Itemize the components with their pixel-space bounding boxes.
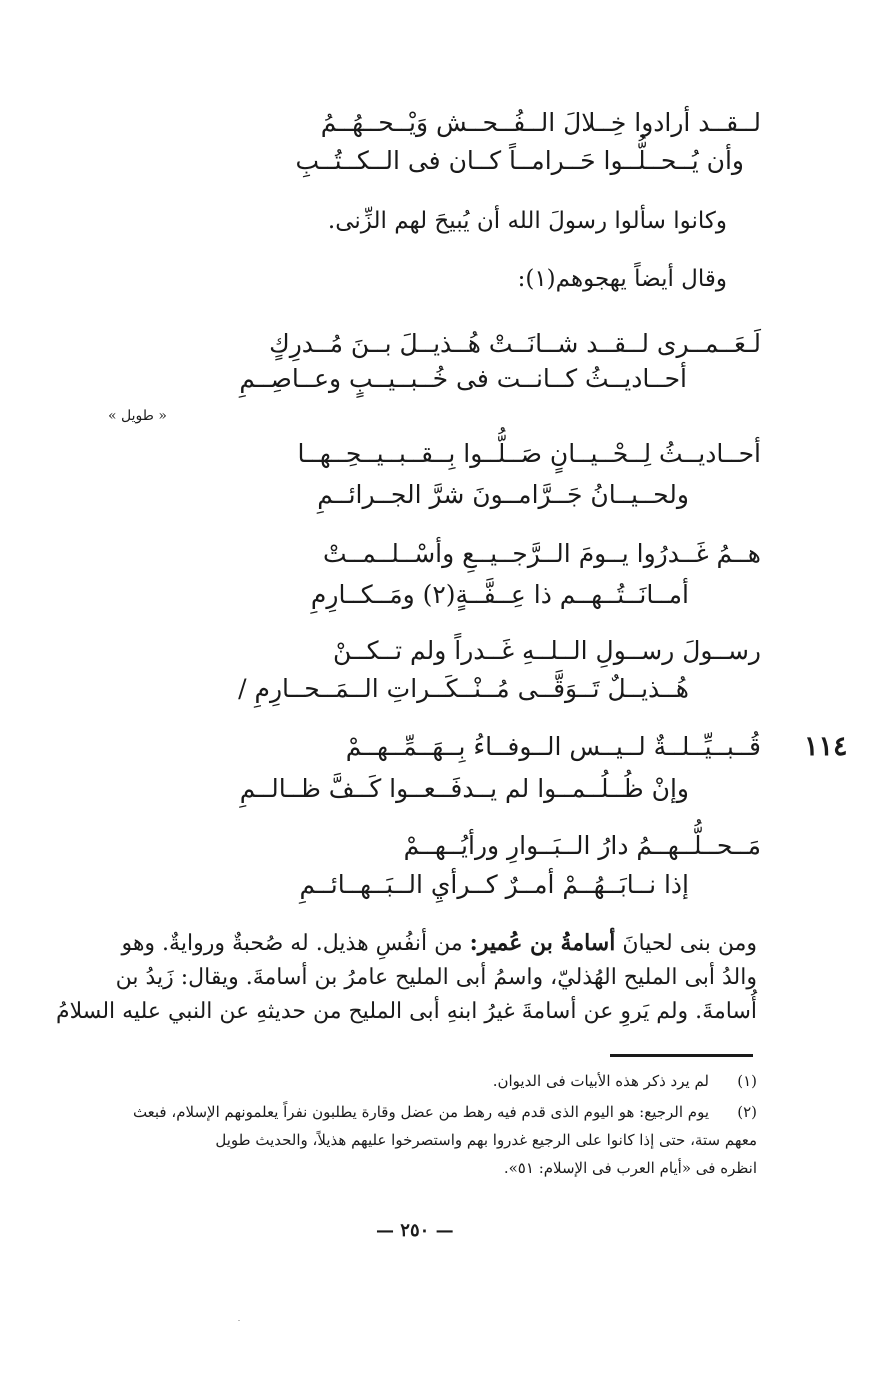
margin-number: ١١٤ [804, 731, 848, 762]
verse-line: هــمُ غَــدرُوا يــومَ الــرَّجــيــعِ وأسْــلــمــتْ [323, 539, 761, 568]
verse-line: مَــحــلُّــهــمُ دارُ الــبَــوارِ ورأيُــهــمْ [403, 831, 761, 860]
footnote-text: معهم ستة، حتى إذا كانوا على الرجيع غدروا بهم واستصرخوا عليهم هذيلاً، والحديث طويل [215, 1131, 757, 1149]
verse-line: أحــاديــثُ لِــحْــيــانٍ صَــلُّــوا بِــقــبــيــحِــهــا [297, 439, 761, 468]
verse-line: رســولَ رســولِ الــلــهِ غَــدراً ولم تــكــنْ [332, 636, 761, 665]
paragraph-line: أُسامةَ. ولم يَروِ عن أسامةَ غيرُ ابنهِ أبى المليح من حديثهِ عن النبي عليه السلامُ [55, 999, 757, 1024]
footnote-rule [610, 1054, 753, 1057]
page-number: — ٢٥٠ — [376, 1220, 454, 1241]
verse-line: هُــذيــلٌ تَــوَقَّــى مُــنْــكَــراتِ الــمَــحــارِمِ / [238, 674, 689, 703]
verse-line: أحــاديــثُ كــانــت فى خُــبــيــبٍ وعــاصِــمِ [239, 364, 687, 393]
paragraph-text: ومن بنى لحيانَ [615, 931, 757, 956]
bold-name: أسامةُ بن عُمير: [469, 930, 616, 956]
verse-line: وأن يُــحــلُّــوا حَــرامــاً كــان فى الــكــتُــبِ [295, 146, 744, 175]
verse-line: ولحــيــانُ جَــرَّامــونَ شرَّ الجــرائــمِ [317, 480, 689, 509]
footnote-number: (٢) [737, 1103, 757, 1121]
verse-line: قُــبــيِّــلــةٌ لــيــس الــوفــاءُ بِــهَــمِّــهــمْ [345, 732, 761, 761]
footnote-text: يوم الرجيع: هو اليوم الذى قدم فيه رهط من عضل وقارة يطلبون نفراً يعلمونهم الإسلام، فبعث [132, 1103, 709, 1121]
footnote-text: لم يرد ذكر هذه الأبيات فى الديوان. [492, 1072, 709, 1090]
verse-line: لــقــد أرادوا خِــلالَ الــفُــحــش وَيْــحــهُــمُ [320, 108, 761, 137]
footnote-2 [0, 1099, 879, 1189]
paragraph-line [117, 926, 757, 961]
prose-line: وكانوا سألوا رسولَ الله أن يُبيحَ لهم الزِّنى. [327, 208, 727, 234]
body-paragraph [55, 926, 757, 1029]
verse-line: لَـعَــمــرى لــقــد شــانَــتْ هُــذيــلَ بــنَ مُــدرِكٍ [269, 329, 761, 358]
verse-line: أمــانَــتُــهــم ذا عِــفَّــةٍ(٢) ومَــكــارِمِ [310, 580, 689, 609]
scan-speck [238, 1320, 240, 1321]
prose-line: وقال أيضاً يهجوهم(١): [517, 266, 727, 292]
footnote-number: (١) [737, 1072, 757, 1090]
footnote-1 [0, 1068, 879, 1098]
footnote-text: انظره فى «أيام العرب فى الإسلام: ٥١». [503, 1159, 757, 1177]
verse-line: وإنْ ظُــلُــمــوا لم يــدفَــعــوا كَــفَّ ظــالــمِ [239, 774, 689, 803]
verse-line: إذا نــابَــهُــمْ أمــرٌ كــرأيِ الــبَــهــائــمِ [299, 870, 689, 899]
paragraph-text: من أنفُسِ هذيل. له صُحبةٌ وروايةٌ. وهو [121, 931, 470, 956]
paragraph-line: والدُ أبى المليح الهُذليّ، واسمُ أبى المليح عامرُ بن أسامةَ. ويقال: زَيدُ بن [115, 965, 757, 990]
meter-label: « طويل » [108, 408, 167, 424]
